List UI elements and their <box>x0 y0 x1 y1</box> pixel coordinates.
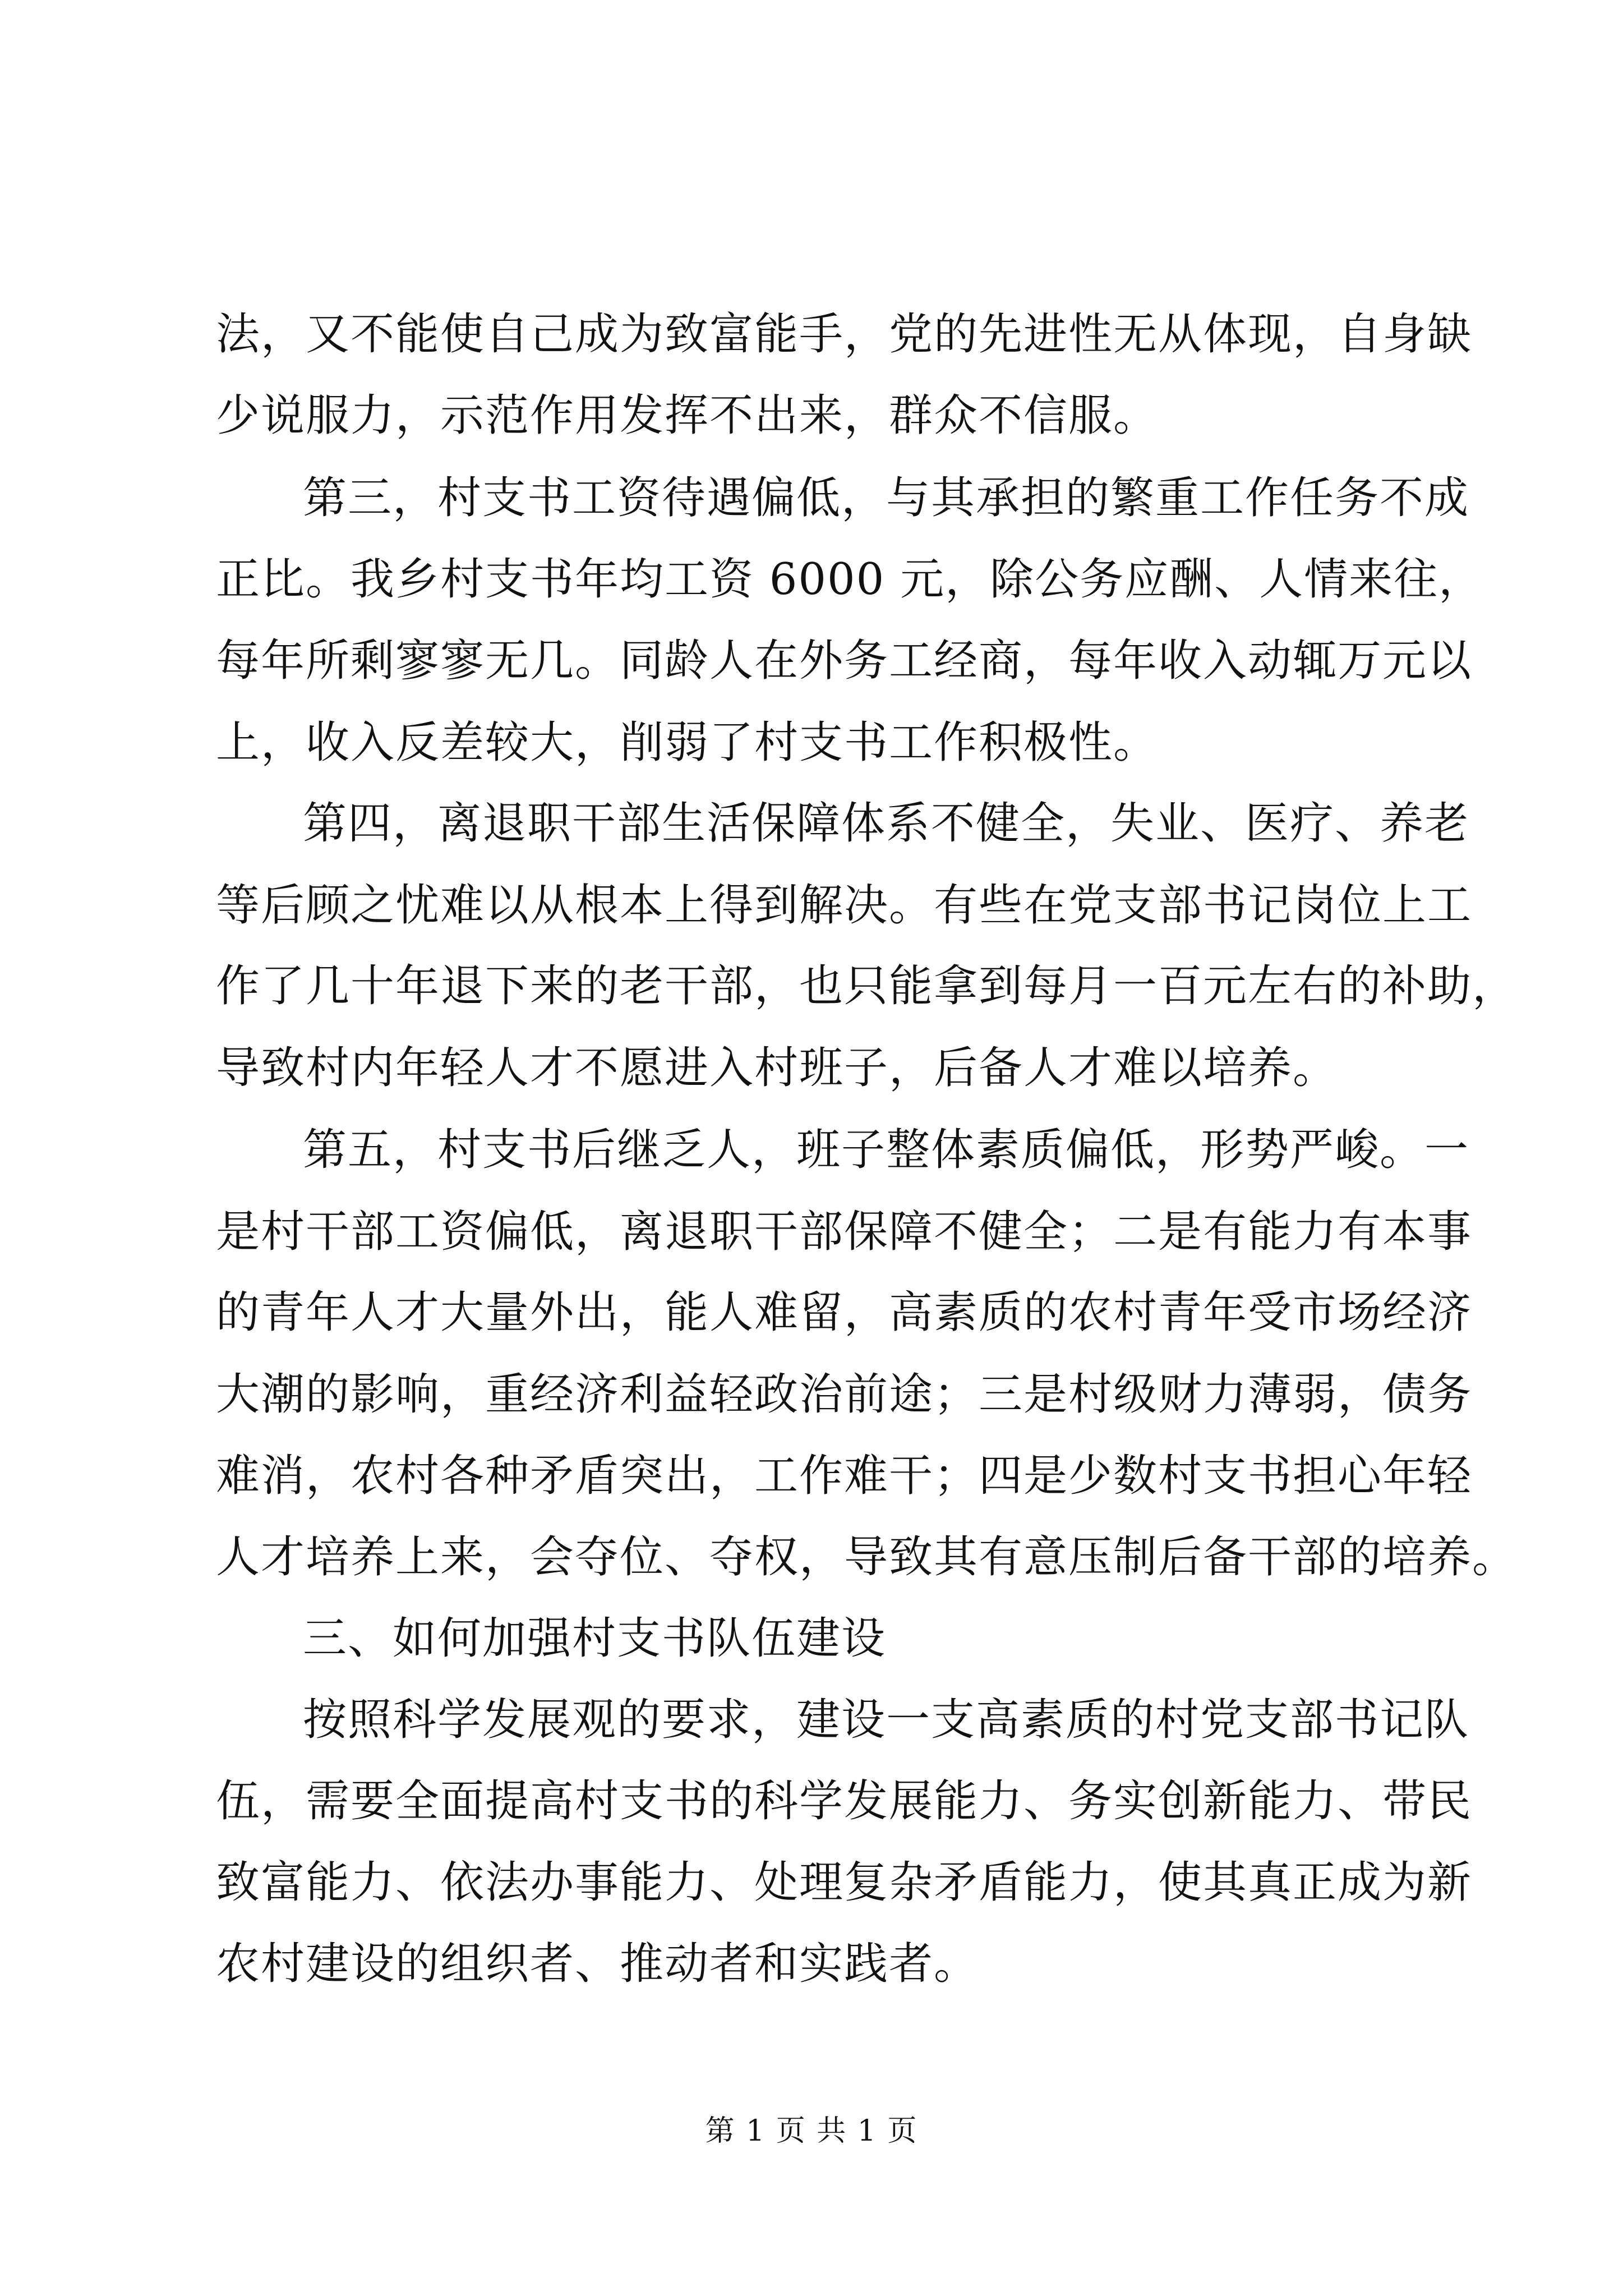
paragraph-4-line-3: 的青年人才大量外出，能人难留，高素质的农村青年受市场经济 <box>216 1287 1473 1338</box>
paragraph-4-line-5: 难消，农村各种矛盾突出，工作难干；四是少数村支书担心年轻 <box>216 1451 1473 1501</box>
paragraph-1-line-2: 少说服力，示范作用发挥不出来，群众不信服。 <box>216 390 1159 441</box>
paragraph-5-line-4: 农村建设的组织者、推动者和实践者。 <box>216 1939 979 1989</box>
paragraph-4-line-6: 人才培养上来，会夺位、夺权，导致其有意压制后备干部的培养。 <box>216 1532 1518 1582</box>
paragraph-5-line-1: 按照科学发展观的要求，建设一支高素质的村党支部书记队 <box>303 1695 1470 1745</box>
paragraph-3-line-2: 等后顾之忧难以从根本上得到解决。有些在党支部书记岗位上工 <box>216 880 1473 931</box>
section-heading: 三、如何加强村支书队伍建设 <box>303 1613 887 1664</box>
paragraph-1-line-1: 法，又不能使自己成为致富能手，党的先进性无从体现，自身缺 <box>216 309 1473 360</box>
paragraph-4-line-1: 第五，村支书后继乏人，班子整体素质偏低，形势严峻。一 <box>303 1125 1470 1175</box>
paragraph-2-line-2: 正比。我乡村支书年均工资 6000 元，除公务应酬、人情来往， <box>216 554 1484 605</box>
paragraph-3-line-3: 作了几十年退下来的老干部，也只能拿到每月一百元左右的补助， <box>216 961 1518 1011</box>
paragraph-2-line-1: 第三，村支书工资待遇偏低，与其承担的繁重工作任务不成 <box>303 473 1470 523</box>
page-number-footer: 第 1 页 共 1 页 <box>705 2114 918 2148</box>
paragraph-2-line-4: 上，收入反差较大，削弱了村支书工作积极性。 <box>216 717 1159 768</box>
paragraph-4-line-2: 是村干部工资偏低，离退职干部保障不健全；二是有能力有本事 <box>216 1207 1473 1257</box>
paragraph-5-line-2: 伍，需要全面提高村支书的科学发展能力、务实创新能力、带民 <box>216 1776 1473 1826</box>
paragraph-3-line-4: 导致村内年轻人才不愿进入村班子，后备人才难以培养。 <box>216 1043 1338 1093</box>
paragraph-5-line-3: 致富能力、依法办事能力、处理复杂矛盾能力，使其真正成为新 <box>216 1857 1473 1908</box>
paragraph-3-line-1: 第四，离退职干部生活保障体系不健全，失业、医疗、养老 <box>303 798 1470 849</box>
paragraph-2-line-3: 每年所剩寥寥无几。同龄人在外务工经商，每年收入动辄万元以 <box>216 636 1473 686</box>
paragraph-4-line-4: 大潮的影响，重经济利益轻政治前途；三是村级财力薄弱，债务 <box>216 1369 1473 1420</box>
